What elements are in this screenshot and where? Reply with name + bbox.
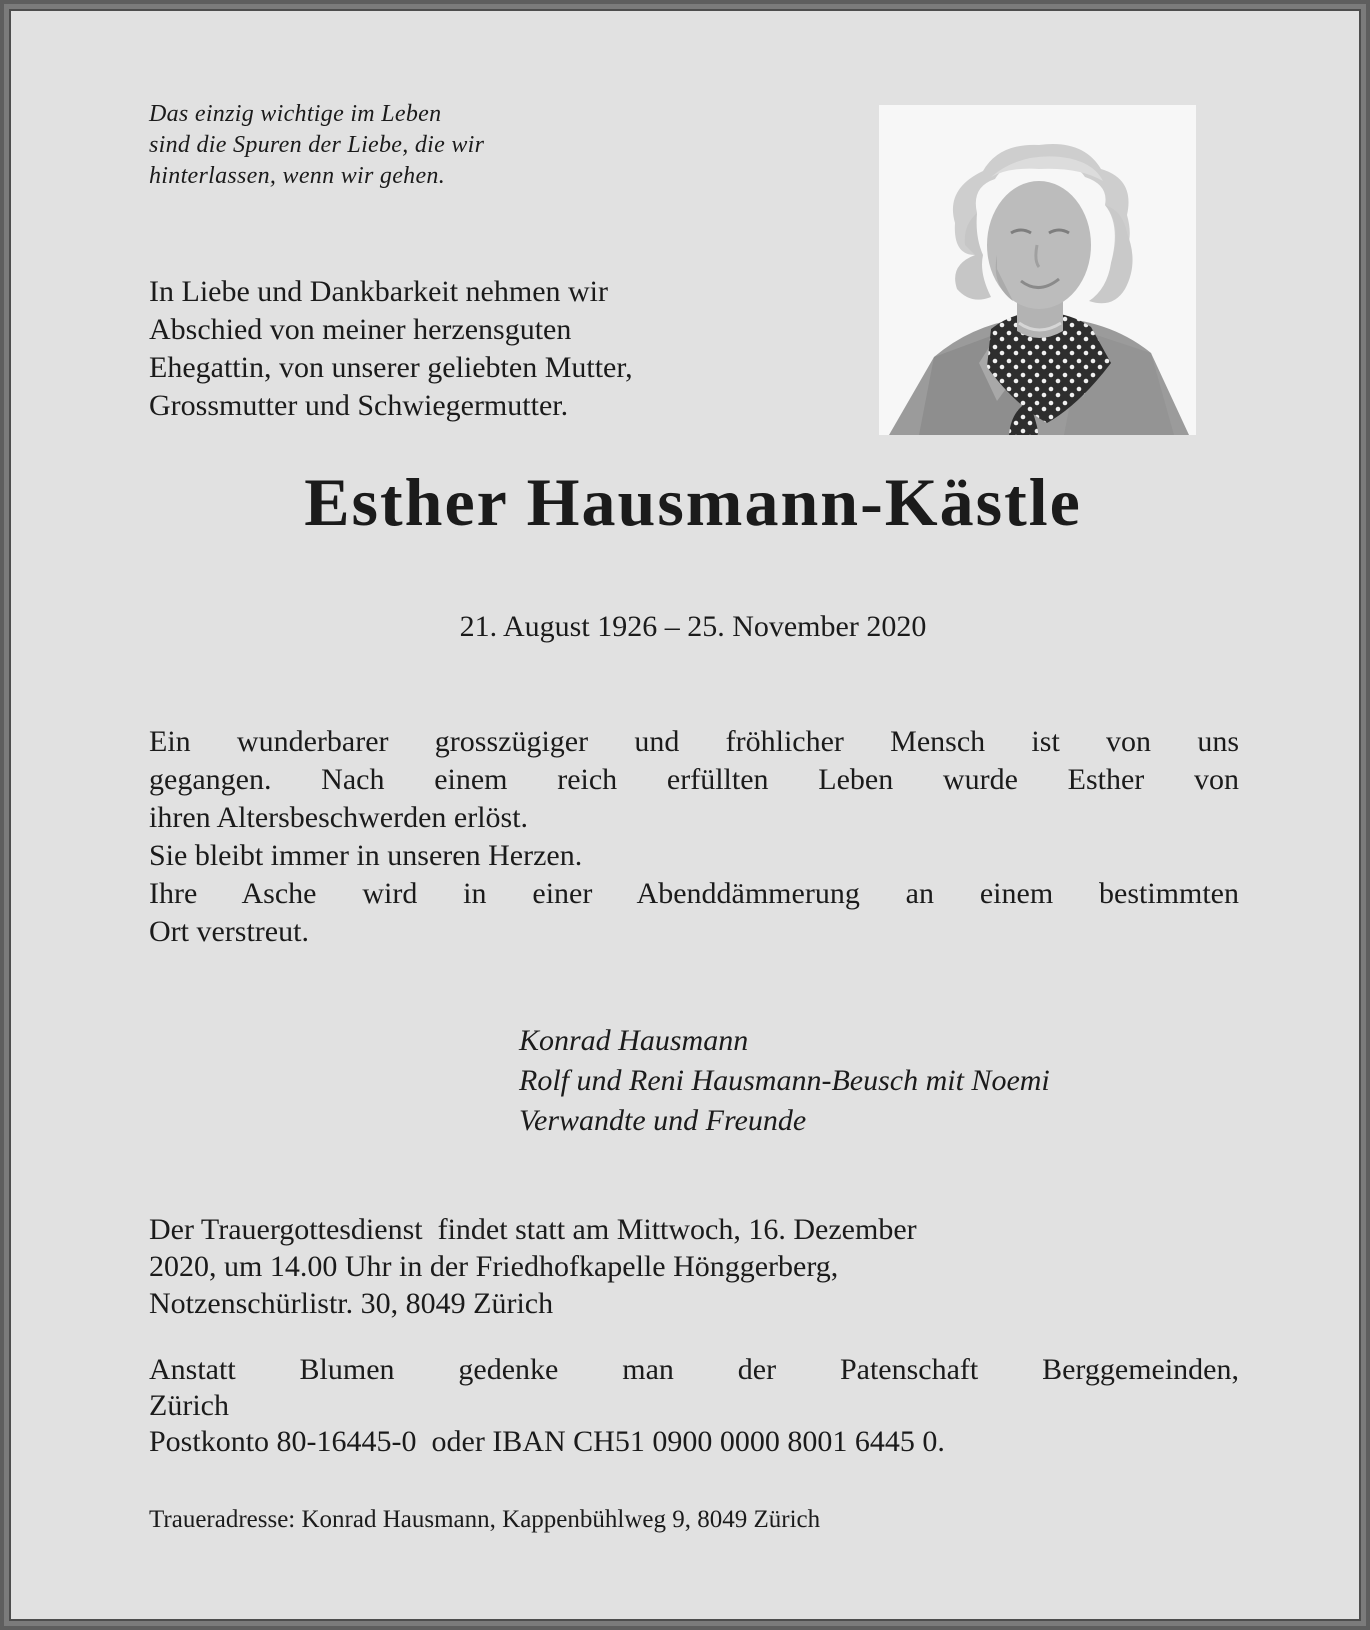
portrait-photo — [879, 105, 1196, 435]
service-line: 2020, um 14.00 Uhr in der Friedhofkapelle Hönggerberg, — [149, 1250, 839, 1283]
epigraph-line: Das einzig wichtige im Leben — [149, 101, 442, 127]
deceased-name: Esther Hausmann-Kästle — [304, 464, 1082, 540]
epigraph — [149, 99, 709, 192]
obituary-line: ihren Altersbeschwerden erlöst. — [149, 801, 529, 834]
donation-line: Postkonto 80-16445-0 oder IBAN CH51 0900 0000 8001 6445 0. — [149, 1425, 945, 1458]
service-details — [149, 1211, 1239, 1322]
intro-line: Abschied von meiner herzensguten — [149, 313, 572, 346]
obituary-line: Ihre Asche wird in einer Abenddämmerung an einem bestimmten — [149, 877, 1239, 910]
correspondence-address: Traueradresse: Konrad Hausmann, Kappenbühlweg 9, 8049 Zürich — [149, 1506, 821, 1533]
intro-line: In Liebe und Dankbarkeit nehmen wir — [149, 275, 609, 308]
epigraph-line: hinterlassen, wenn wir gehen. — [149, 163, 446, 189]
portrait-photo-image — [879, 105, 1196, 435]
donation-details — [149, 1352, 1239, 1460]
service-line: Der Trauergottesdienst findet statt am Mittwoch, 16. Dezember — [149, 1213, 917, 1246]
intro-paragraph — [149, 273, 849, 425]
obituary-sheet — [11, 11, 1359, 1619]
donation-line: Anstatt Blumen gedenke man der Patenschaft Berggemeinden, — [149, 1353, 1239, 1386]
mourner-line: Rolf und Reni Hausmann-Beusch mit Noemi — [519, 1064, 1050, 1097]
obituary-line: Ort verstreut. — [149, 915, 309, 948]
obituary-line: Ein wunderbarer grosszügiger und fröhlicher Mensch ist von uns — [149, 725, 1239, 758]
obituary-text — [149, 723, 1239, 951]
service-line: Notzenschürlistr. 30, 8049 Zürich — [149, 1287, 554, 1320]
intro-line: Grossmutter und Schwiegermutter. — [149, 389, 569, 422]
intro-line: Ehegattin, von unserer geliebten Mutter, — [149, 351, 633, 384]
mourners-list — [519, 1021, 1239, 1141]
donation-line: Zürich — [149, 1389, 229, 1422]
obituary-line: gegangen. Nach einem reich erfüllten Leben wurde Esther von — [149, 763, 1239, 796]
epigraph-line: sind die Spuren der Liebe, die wir — [149, 132, 485, 158]
mourner-line: Konrad Hausmann — [519, 1024, 749, 1057]
life-dates: 21. August 1926 – 25. November 2020 — [459, 610, 927, 643]
mourner-line: Verwandte und Freunde — [519, 1104, 807, 1137]
obituary-line: Sie bleibt immer in unseren Herzen. — [149, 839, 583, 872]
